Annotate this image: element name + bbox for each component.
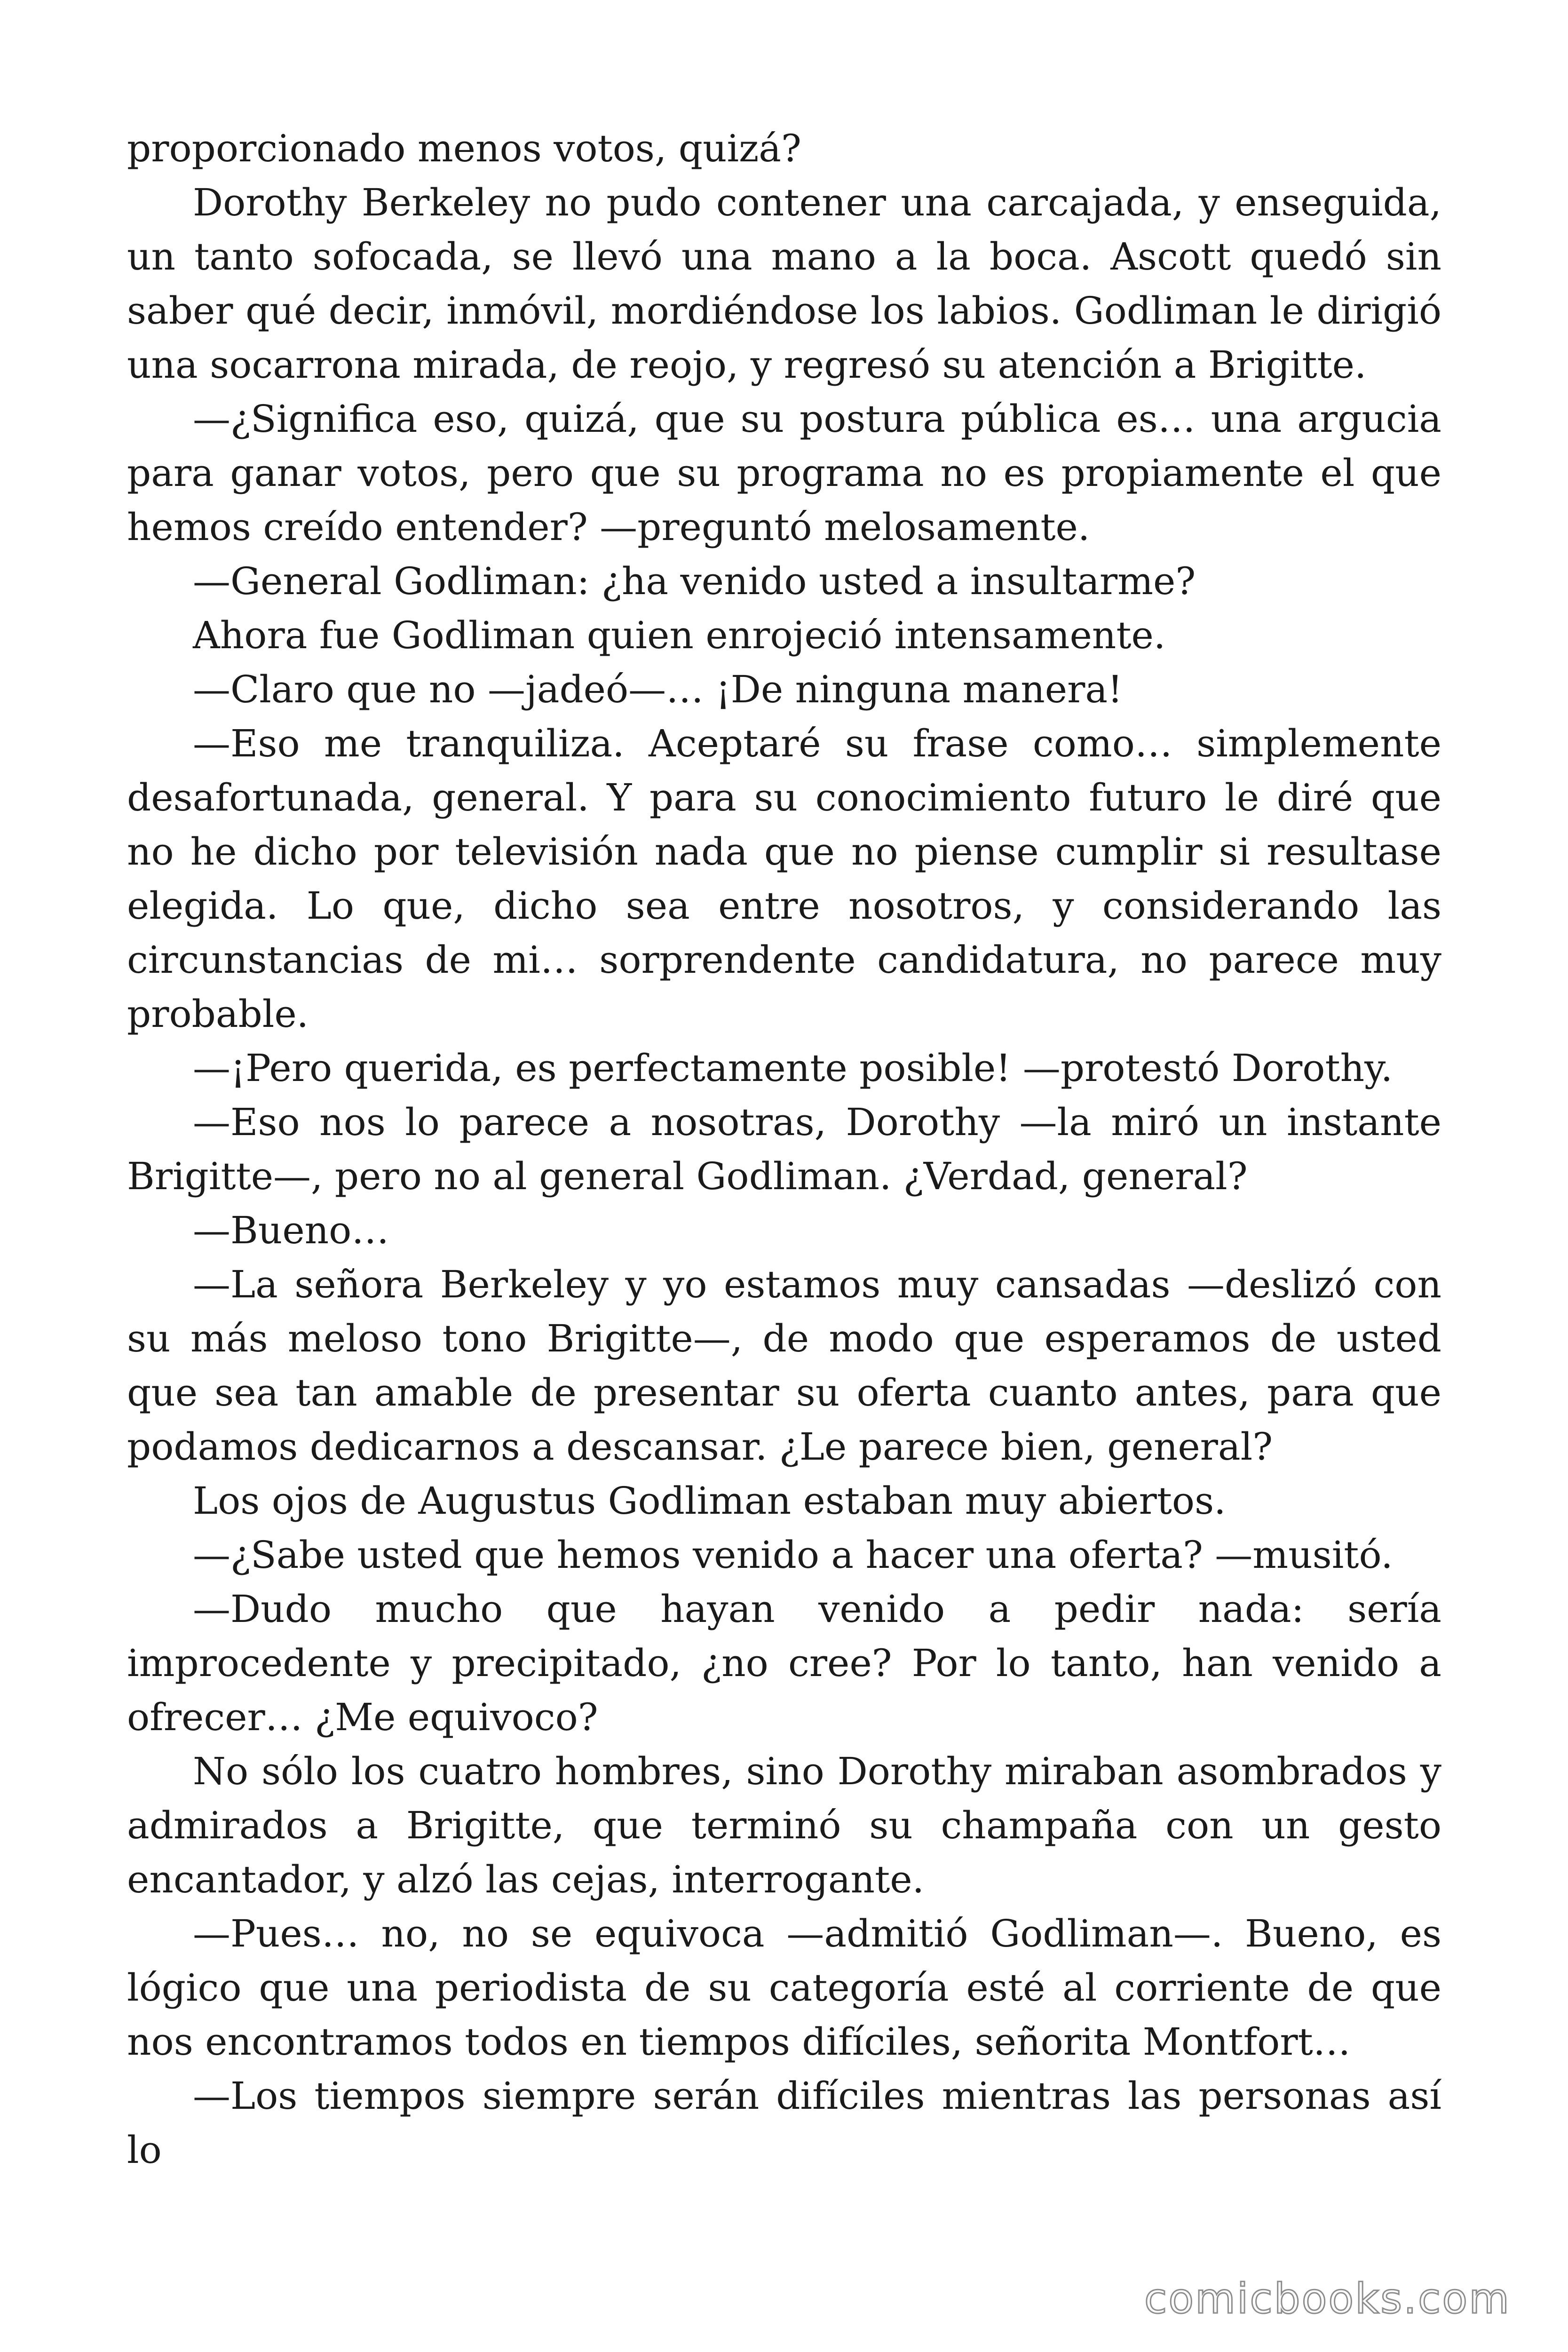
paragraph: —La señora Berkeley y yo estamos muy cansadas —deslizó con su más meloso tono Brigitte—, de modo que esperamos de usted que sea tan amable de presentar su oferta cuanto antes, para que podamos dedicarnos a descansar. ¿Le parece bien, general? <box>127 1263 1441 1469</box>
paragraph: —¿Significa eso, quizá, que su postura pública es… una argucia para ganar votos, pero que su programa no es propiamente el que hemos creído entender? —preguntó melosamente. <box>127 397 1441 549</box>
page-body <box>127 121 1441 2177</box>
paragraph: Dorothy Berkeley no pudo contener una carcajada, y enseguida, un tanto sofocada, se llevó una mano a la boca. Ascott quedó sin saber qué decir, inmóvil, mordiéndose los labios. Godliman le dirigió una socarrona mirada, de reojo, y regresó su atención a Brigitte. <box>127 181 1441 387</box>
paragraph-last: —Los tiempos siempre serán difíciles mientras las personas así lo <box>127 2074 1441 2172</box>
paragraph: —Claro que no —jadeó—… ¡De ninguna manera! <box>193 667 1123 711</box>
paragraph: Ahora fue Godliman quien enrojeció intensamente. <box>193 613 1166 657</box>
paragraph: —Bueno… <box>193 1208 389 1252</box>
paragraph: —Pues… no, no se equivoca —admitió Godliman—. Bueno, es lógico que una periodista de su categoría esté al corriente de que nos encontramos todos en tiempos difíciles, señorita Montfort… <box>127 1912 1441 2064</box>
paragraph: —Dudo mucho que hayan venido a pedir nada: sería improcedente y precipitado, ¿no cree? Por lo tanto, han venido a ofrecer… ¿Me equivoco? <box>127 1587 1441 1739</box>
paragraph-continuation: proporcionado menos votos, quizá? <box>127 127 801 170</box>
paragraph: —¡Pero querida, es perfectamente posible! —protestó Dorothy. <box>193 1046 1393 1090</box>
paragraph: —General Godliman: ¿ha venido usted a insultarme? <box>193 559 1196 603</box>
paragraph: —Eso nos lo parece a nosotras, Dorothy —la miró un instante Brigitte—, pero no al general Godliman. ¿Verdad, general? <box>127 1100 1441 1198</box>
paragraph: —¿Sabe usted que hemos venido a hacer una oferta? —musitó. <box>193 1533 1393 1577</box>
paragraph: —Eso me tranquiliza. Aceptaré su frase como… simplemente desafortunada, general. Y para su conocimiento futuro le diré que no he dicho por televisión nada que no piense cumplir si resultase elegida. Lo que, dicho sea entre nosotros, y considerando las circunstancias de mi… sorprendente candidatura, no parece muy probable. <box>127 722 1441 1036</box>
paragraph: Los ojos de Augustus Godliman estaban muy abiertos. <box>193 1479 1226 1523</box>
watermark-logo: comicbooks.com <box>1144 2274 1511 2323</box>
paragraph: No sólo los cuatro hombres, sino Dorothy miraban asombrados y admirados a Brigitte, que terminó su champaña con un gesto encantador, y alzó las cejas, interrogante. <box>127 1749 1441 1901</box>
